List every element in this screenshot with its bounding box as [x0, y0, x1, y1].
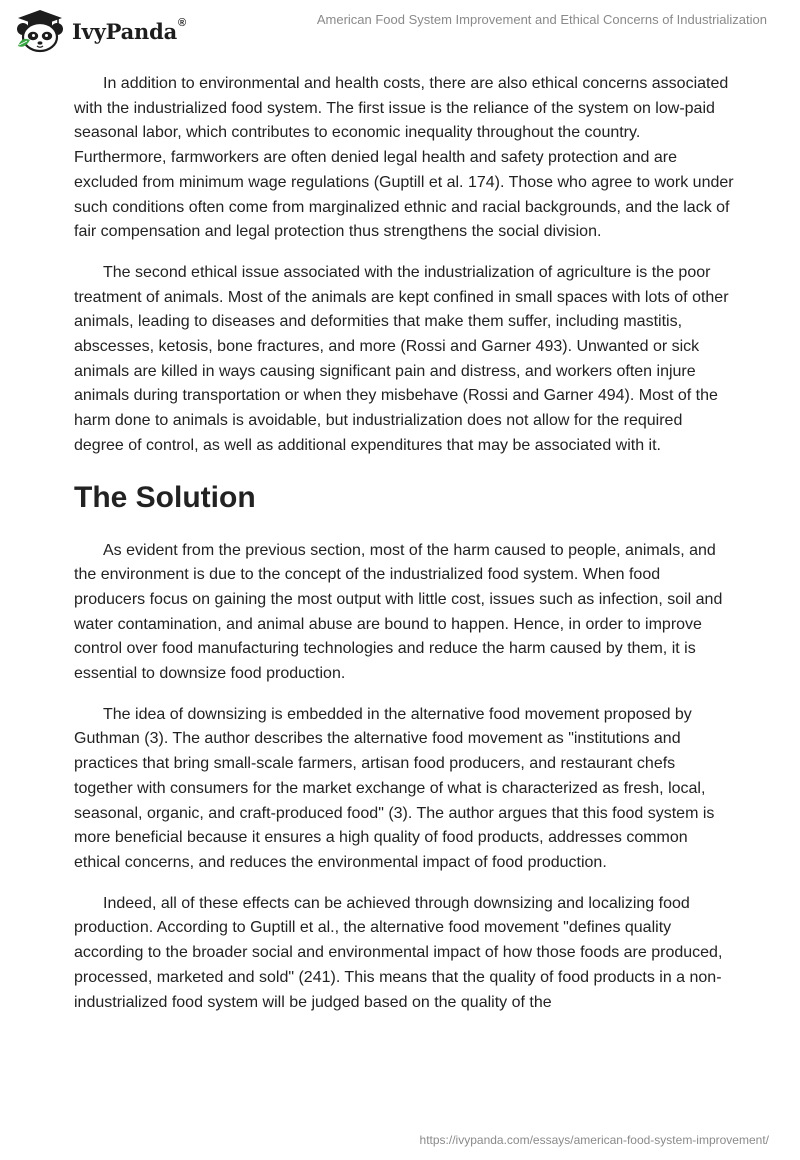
- ivypanda-logo-icon[interactable]: [14, 9, 66, 53]
- paragraph-solution-downsize: As evident from the previous section, most of the harm caused to people, animals, and the environment is due to the concept of the industrialized food system. When food producers focus on gaining the most output with little cost, issues such as infection, soil and water contamination, and animal abuse are bound to happen. Hence, in order to improve control over food manufacturing technologies and reduce the harm caused by them, it is essential to downsize food production.: [74, 541, 723, 683]
- document-title: American Food System Improvement and Ethical Concerns of Industrialization: [316, 12, 767, 27]
- section-heading-solution: The Solution: [74, 480, 256, 514]
- essay-body: [74, 72, 734, 1031]
- paragraph-alternative-movement: The idea of downsizing is embedded in the alternative food movement proposed by Guthman (3). The author describes the alternative food movement as "institutions and practices that bring small-scale farmers, artisan food producers, and restaurant chefs together with consumers for the market exchange of what is characterized as fresh, local, seasonal, organic, and craft-produced food" (3). The author argues that this food system is more beneficial because it ensures a high quality of food products, addresses common ethical concerns, and reduces the environmental impact of food production.: [74, 705, 715, 871]
- footer-url-link[interactable]: https://ivypanda.com/essays/american-food-system-improvement/: [419, 1133, 769, 1147]
- paragraph-ethical-animals: The second ethical issue associated with the industrialization of agriculture is the poor treatment of animals. Most of the animals are kept confined in small spaces with lots of other animals, leading to diseases and deformities that make them suffer, including mastitis, abscesses, ketosis, bone fractures, and more (Rossi and Garner 493). Unwanted or sick animals are killed in ways causing significant pain and distress, and workers often injure animals during transportation or when they misbehave (Rossi and Garner 494). Most of the harm done to animals is avoidable, but industrialization does not allow for the required degree of control, as well as additional expenditures that may be associated with it.: [74, 263, 729, 454]
- page-header: [0, 0, 800, 60]
- paragraph-localizing: Indeed, all of these effects can be achieved through downsizing and localizing food production. According to Guptill et al., the alternative food movement "defines quality according to the broader social and environmental impact of how those foods are produced, processed, marketed and sold" (241). This means that the quality of food products in a non-industrialized food system will be judged based on the quality of the: [74, 894, 723, 1011]
- paragraph-ethical-labor: In addition to environmental and health costs, there are also ethical concerns associated with the industrialized food system. The first issue is the reliance of the system on low-paid seasonal labor, which contributes to economic inequality throughout the country. Furthermore, farmworkers are often denied legal health and safety protection and are excluded from minimum wage regulations (Guptill et al. 174). Those who agree to work under such conditions often come from marginalized ethnic and racial backgrounds, and the lack of fair compensation and legal protection thus strengthens the social division.: [74, 75, 734, 241]
- brand-name[interactable]: IvyPanda®: [72, 17, 186, 44]
- registered-mark: ®: [178, 17, 186, 29]
